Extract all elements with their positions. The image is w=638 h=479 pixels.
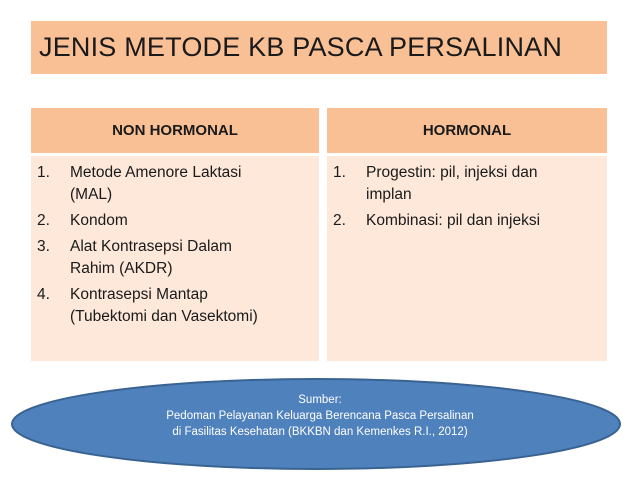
item-number: 2. (37, 212, 50, 229)
item-text: implan (366, 186, 412, 203)
item-text: (MAL) (70, 186, 113, 203)
list-item (333, 162, 601, 206)
item-number: 1. (37, 164, 50, 181)
slide-title: JENIS METODE KB PASCA PERSALINAN (31, 21, 607, 74)
item-text: Alat Kontrasepsi Dalam (70, 238, 232, 255)
item-number: 2. (333, 212, 346, 229)
list-item (37, 236, 313, 280)
list-item (37, 284, 313, 328)
list-item (333, 210, 601, 232)
item-text: Kombinasi: pil dan injeksi (366, 212, 541, 229)
non-hormonal-list-panel (31, 156, 319, 361)
hormonal-list (333, 162, 601, 232)
item-number: 1. (333, 164, 346, 181)
item-text: (Tubektomi dan Vasektomi) (70, 308, 258, 325)
item-number: 3. (37, 238, 50, 255)
source-citation (90, 392, 550, 440)
item-text: Rahim (AKDR) (70, 260, 173, 277)
non-hormonal-list (37, 162, 313, 328)
list-item (37, 210, 313, 232)
item-text: Kontrasepsi Mantap (70, 286, 208, 303)
item-text: Progestin: pil, injeksi dan (366, 164, 538, 181)
item-number: 4. (37, 286, 50, 303)
hormonal-list-panel (327, 156, 607, 361)
item-text: Kondom (70, 212, 128, 229)
source-label: Sumber: (298, 394, 342, 406)
list-item (37, 162, 313, 206)
hormonal-header: HORMONAL (327, 108, 607, 153)
item-text: Metode Amenore Laktasi (70, 164, 242, 181)
source-line-2: di Fasilitas Kesehatan (BKKBN dan Kemenkes R.I., 2012) (172, 426, 468, 438)
non-hormonal-header: NON HORMONAL (31, 108, 319, 153)
source-line-1: Pedoman Pelayanan Keluarga Berencana Pasca Persalinan (166, 410, 474, 422)
